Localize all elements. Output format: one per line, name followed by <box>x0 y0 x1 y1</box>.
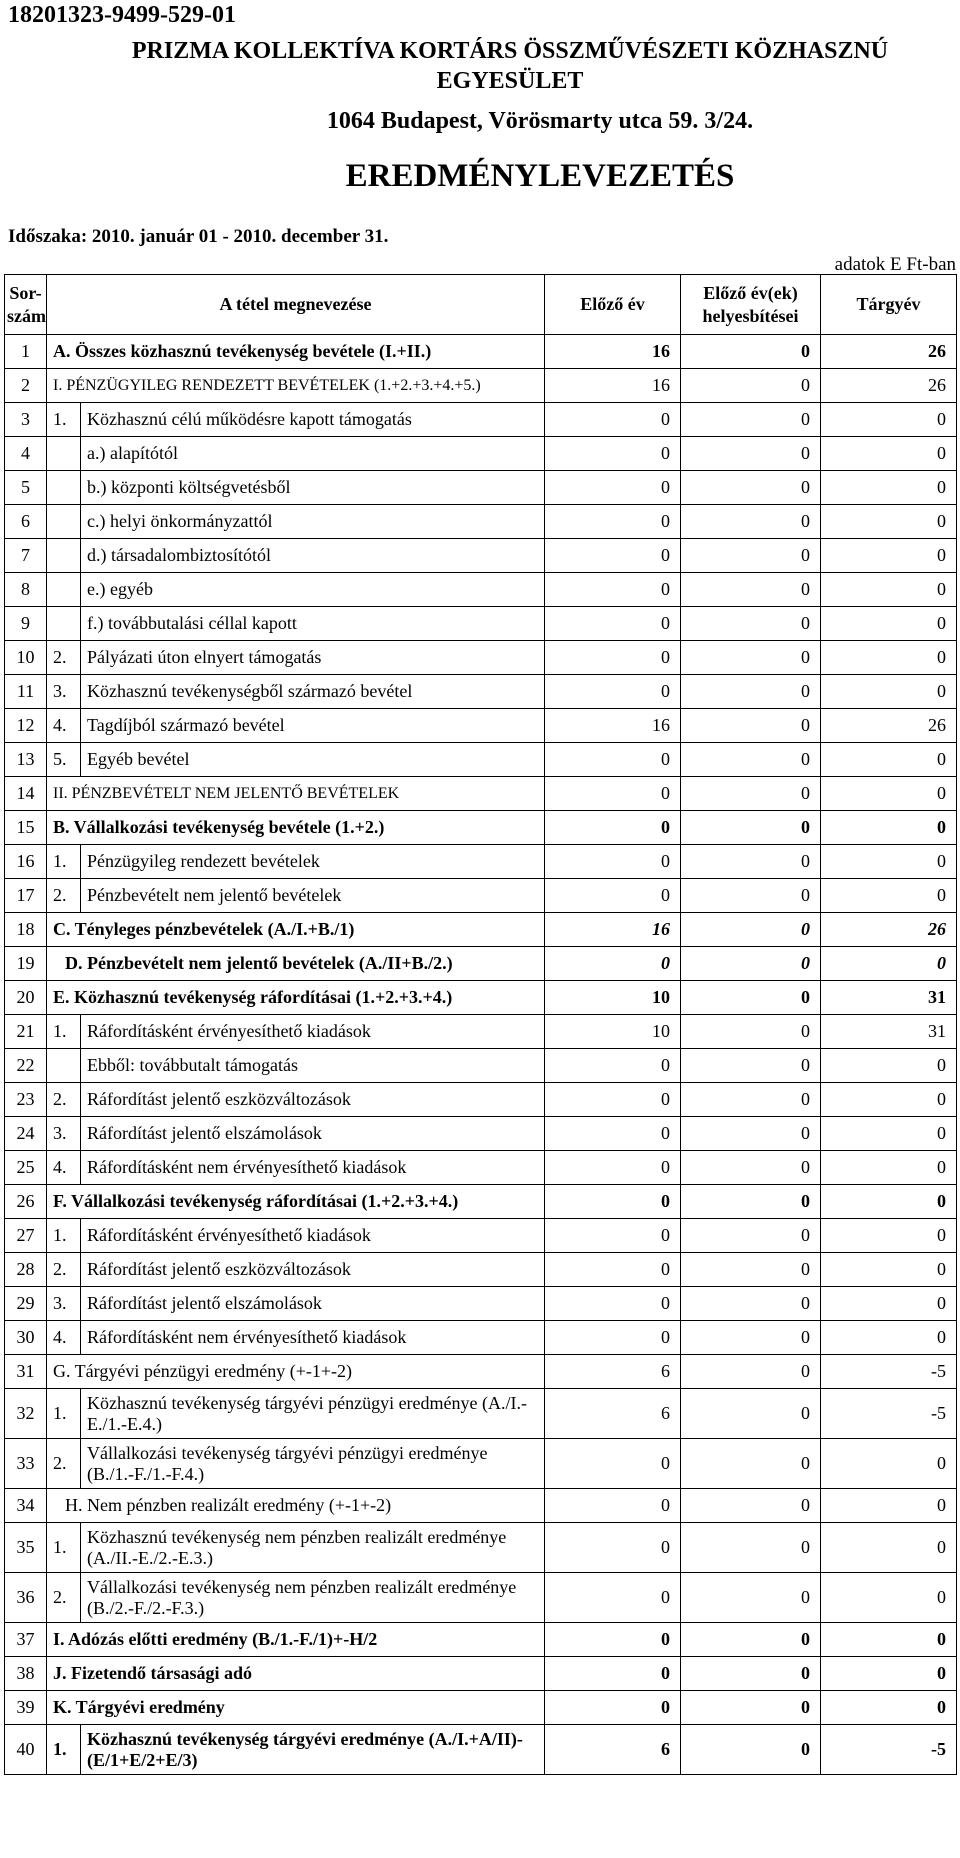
row-label: A. Összes közhasznú tevékenység bevétele (I.+II.) <box>47 335 545 369</box>
value-curr: -5 <box>821 1355 957 1389</box>
result-table <box>4 274 957 1775</box>
value-curr: 0 <box>821 573 957 607</box>
row-label: J. Fizetendő társasági adó <box>47 1657 545 1691</box>
table-row <box>5 845 957 879</box>
value-corr: 0 <box>681 539 821 573</box>
table-row <box>5 335 957 369</box>
value-corr: 0 <box>681 1489 821 1523</box>
org-name-line1: PRIZMA KOLLEKTÍVA KORTÁRS ÖSSZMŰVÉSZETI KÖZHASZNÚ <box>131 38 889 64</box>
row-subindex: 1. <box>47 845 81 879</box>
table-row <box>5 641 957 675</box>
value-curr: 0 <box>821 607 957 641</box>
row-subindex: 3. <box>47 1287 81 1321</box>
row-label: Közhasznú tevékenység tárgyévi eredménye (A./I.+A/II)-(E/1+E/2+E/3) <box>81 1725 545 1775</box>
table-row <box>5 709 957 743</box>
row-label: f.) továbbutalási céllal kapott <box>81 607 545 641</box>
row-label: I. PÉNZÜGYILEG RENDEZETT BEVÉTELEK (1.+2.+3.+4.+5.) <box>47 369 545 403</box>
value-prev: 6 <box>545 1725 681 1775</box>
value-curr: 0 <box>821 1523 957 1573</box>
value-corr: 0 <box>681 1389 821 1439</box>
row-number: 40 <box>5 1725 47 1775</box>
table-row <box>5 913 957 947</box>
row-subindex: 1. <box>47 1015 81 1049</box>
table-row <box>5 777 957 811</box>
table-row <box>5 607 957 641</box>
row-label: Ráfordítást jelentő elszámolások <box>81 1287 545 1321</box>
value-corr: 0 <box>681 1015 821 1049</box>
row-subindex <box>47 437 81 471</box>
table-row <box>5 437 957 471</box>
table-row <box>5 1253 957 1287</box>
row-subindex <box>47 607 81 641</box>
value-corr: 0 <box>681 1573 821 1623</box>
value-prev: 16 <box>545 709 681 743</box>
row-number: 6 <box>5 505 47 539</box>
row-label: Ráfordításként nem érvényesíthető kiadások <box>81 1151 545 1185</box>
row-label: Közhasznú célú működésre kapott támogatás <box>81 403 545 437</box>
table-row <box>5 1049 957 1083</box>
value-curr: 0 <box>821 505 957 539</box>
value-curr: 31 <box>821 1015 957 1049</box>
value-prev: 16 <box>545 335 681 369</box>
row-number: 15 <box>5 811 47 845</box>
table-row <box>5 369 957 403</box>
value-prev: 0 <box>545 1657 681 1691</box>
table-body <box>5 335 957 1775</box>
table-row <box>5 1439 957 1489</box>
value-corr: 0 <box>681 505 821 539</box>
value-prev: 0 <box>545 1253 681 1287</box>
value-curr: 0 <box>821 675 957 709</box>
value-corr: 0 <box>681 335 821 369</box>
row-number: 30 <box>5 1321 47 1355</box>
value-curr: 0 <box>821 777 957 811</box>
row-label: Vállalkozási tevékenység tárgyévi pénzügyi eredménye (B./1.-F./1.-F.4.) <box>81 1439 545 1489</box>
row-number: 14 <box>5 777 47 811</box>
row-number: 33 <box>5 1439 47 1489</box>
value-corr: 0 <box>681 811 821 845</box>
value-prev: 0 <box>545 811 681 845</box>
value-curr: 26 <box>821 335 957 369</box>
value-prev: 0 <box>545 505 681 539</box>
page-title: EREDMÉNYLEVEZETÉS <box>345 158 735 194</box>
row-label: e.) egyéb <box>81 573 545 607</box>
row-subindex: 1. <box>47 1389 81 1439</box>
value-prev: 0 <box>545 1623 681 1657</box>
value-prev: 0 <box>545 1287 681 1321</box>
value-prev: 0 <box>545 1049 681 1083</box>
row-subindex: 4. <box>47 1321 81 1355</box>
row-number: 36 <box>5 1573 47 1623</box>
row-label: Ebből: továbbutalt támogatás <box>81 1049 545 1083</box>
row-subindex <box>47 573 81 607</box>
value-curr: 0 <box>821 1117 957 1151</box>
value-curr: 0 <box>821 811 957 845</box>
value-prev: 0 <box>545 403 681 437</box>
value-curr: 0 <box>821 1083 957 1117</box>
header-tetel: A tétel megnevezése <box>47 275 545 335</box>
value-prev: 10 <box>545 1015 681 1049</box>
row-label: d.) társadalombiztosítótól <box>81 539 545 573</box>
row-number: 10 <box>5 641 47 675</box>
value-curr: 26 <box>821 369 957 403</box>
value-prev: 0 <box>545 947 681 981</box>
row-subindex: 3. <box>47 1117 81 1151</box>
value-curr: 0 <box>821 1657 957 1691</box>
row-subindex <box>47 471 81 505</box>
value-prev: 0 <box>545 777 681 811</box>
row-subindex: 2. <box>47 1439 81 1489</box>
row-label: Tagdíjból származó bevétel <box>81 709 545 743</box>
table-row <box>5 1015 957 1049</box>
value-corr: 0 <box>681 1049 821 1083</box>
table-row <box>5 947 957 981</box>
value-curr: 26 <box>821 709 957 743</box>
row-number: 7 <box>5 539 47 573</box>
value-corr: 0 <box>681 1321 821 1355</box>
value-prev: 0 <box>545 641 681 675</box>
row-label: Közhasznú tevékenység tárgyévi pénzügyi eredménye (A./I.-E./1.-E.4.) <box>81 1389 545 1439</box>
table-row <box>5 1219 957 1253</box>
value-corr: 0 <box>681 709 821 743</box>
value-prev: 0 <box>545 879 681 913</box>
row-number: 35 <box>5 1523 47 1573</box>
value-corr: 0 <box>681 981 821 1015</box>
value-prev: 0 <box>545 1439 681 1489</box>
value-curr: 0 <box>821 1489 957 1523</box>
header-helyesbites: Előző év(ek) helyesbítései <box>681 275 821 335</box>
value-corr: 0 <box>681 437 821 471</box>
header-sorszam: Sor-szám <box>5 275 47 335</box>
value-curr: 0 <box>821 1691 957 1725</box>
table-row <box>5 1489 957 1523</box>
row-label: Pénzügyileg rendezett bevételek <box>81 845 545 879</box>
row-label: Ráfordítást jelentő eszközváltozások <box>81 1253 545 1287</box>
row-number: 4 <box>5 437 47 471</box>
value-prev: 0 <box>545 573 681 607</box>
row-number: 25 <box>5 1151 47 1185</box>
row-number: 13 <box>5 743 47 777</box>
value-prev: 0 <box>545 1691 681 1725</box>
value-curr: 0 <box>821 1287 957 1321</box>
value-curr: 0 <box>821 403 957 437</box>
table-row <box>5 573 957 607</box>
row-label: F. Vállalkozási tevékenység ráfordításai (1.+2.+3.+4.) <box>47 1185 545 1219</box>
org-name-line2: EGYESÜLET <box>436 68 584 94</box>
row-label: Pályázati úton elnyert támogatás <box>81 641 545 675</box>
value-prev: 0 <box>545 1573 681 1623</box>
value-corr: 0 <box>681 641 821 675</box>
document-id: 18201323-9499-529-01 <box>8 2 236 28</box>
row-label: a.) alapítótól <box>81 437 545 471</box>
row-number: 24 <box>5 1117 47 1151</box>
row-label: Ráfordítást jelentő eszközváltozások <box>81 1083 545 1117</box>
value-curr: 0 <box>821 1321 957 1355</box>
row-subindex: 2. <box>47 641 81 675</box>
value-corr: 0 <box>681 1691 821 1725</box>
row-number: 19 <box>5 947 47 981</box>
value-curr: 0 <box>821 1573 957 1623</box>
value-prev: 0 <box>545 743 681 777</box>
row-number: 23 <box>5 1083 47 1117</box>
value-curr: 0 <box>821 1439 957 1489</box>
value-corr: 0 <box>681 1439 821 1489</box>
table-row <box>5 1523 957 1573</box>
row-subindex: 4. <box>47 1151 81 1185</box>
value-prev: 0 <box>545 437 681 471</box>
row-label: D. Pénzbevételt nem jelentő bevételek (A./II+B./2.) <box>47 947 545 981</box>
row-label: C. Tényleges pénzbevételek (A./I.+B./1) <box>47 913 545 947</box>
row-label: E. Közhasznú tevékenység ráfordításai (1.+2.+3.+4.) <box>47 981 545 1015</box>
row-number: 27 <box>5 1219 47 1253</box>
row-number: 17 <box>5 879 47 913</box>
value-curr: 0 <box>821 947 957 981</box>
table-row <box>5 1389 957 1439</box>
row-number: 26 <box>5 1185 47 1219</box>
table-row <box>5 403 957 437</box>
row-subindex: 4. <box>47 709 81 743</box>
value-curr: 0 <box>821 1623 957 1657</box>
value-corr: 0 <box>681 1219 821 1253</box>
value-corr: 0 <box>681 1253 821 1287</box>
value-corr: 0 <box>681 947 821 981</box>
period: Időszaka: 2010. január 01 - 2010. december 31. <box>8 226 389 247</box>
row-label: G. Tárgyévi pénzügyi eredmény (+-1+-2) <box>47 1355 545 1389</box>
value-corr: 0 <box>681 1523 821 1573</box>
value-prev: 0 <box>545 1489 681 1523</box>
table-row <box>5 1355 957 1389</box>
row-subindex: 5. <box>47 743 81 777</box>
row-number: 37 <box>5 1623 47 1657</box>
table-row <box>5 1287 957 1321</box>
row-subindex: 1. <box>47 403 81 437</box>
row-number: 32 <box>5 1389 47 1439</box>
row-label: K. Tárgyévi eredmény <box>47 1691 545 1725</box>
row-number: 8 <box>5 573 47 607</box>
table-row <box>5 981 957 1015</box>
row-number: 29 <box>5 1287 47 1321</box>
row-subindex: 2. <box>47 1573 81 1623</box>
value-prev: 0 <box>545 675 681 709</box>
row-number: 3 <box>5 403 47 437</box>
row-label: Ráfordításként érvényesíthető kiadások <box>81 1219 545 1253</box>
row-number: 38 <box>5 1657 47 1691</box>
table-row <box>5 743 957 777</box>
row-number: 11 <box>5 675 47 709</box>
value-curr: 0 <box>821 1151 957 1185</box>
value-prev: 0 <box>545 1117 681 1151</box>
row-subindex: 1. <box>47 1219 81 1253</box>
value-corr: 0 <box>681 1287 821 1321</box>
table-row <box>5 1623 957 1657</box>
value-curr: 26 <box>821 913 957 947</box>
row-label: Közhasznú tevékenység nem pénzben realizált eredménye (A./II.-E./2.-E.3.) <box>81 1523 545 1573</box>
value-corr: 0 <box>681 845 821 879</box>
row-label: H. Nem pénzben realizált eredmény (+-1+-2) <box>47 1489 545 1523</box>
value-curr: 0 <box>821 1049 957 1083</box>
table-header-row <box>5 275 957 335</box>
row-label: Vállalkozási tevékenység nem pénzben realizált eredménye (B./2.-F./2.-F.3.) <box>81 1573 545 1623</box>
value-curr: 0 <box>821 879 957 913</box>
row-label: Pénzbevételt nem jelentő bevételek <box>81 879 545 913</box>
row-label: Közhasznú tevékenységből származó bevétel <box>81 675 545 709</box>
value-curr: -5 <box>821 1389 957 1439</box>
row-number: 31 <box>5 1355 47 1389</box>
row-subindex <box>47 539 81 573</box>
value-prev: 0 <box>545 1185 681 1219</box>
table-row <box>5 539 957 573</box>
row-subindex: 3. <box>47 675 81 709</box>
table-row <box>5 471 957 505</box>
value-curr: 0 <box>821 845 957 879</box>
row-label: b.) központi költségvetésből <box>81 471 545 505</box>
row-number: 34 <box>5 1489 47 1523</box>
header-elozo-ev: Előző év <box>545 275 681 335</box>
row-number: 16 <box>5 845 47 879</box>
value-prev: 0 <box>545 1523 681 1573</box>
value-curr: 0 <box>821 539 957 573</box>
value-curr: 0 <box>821 1185 957 1219</box>
value-corr: 0 <box>681 777 821 811</box>
value-prev: 0 <box>545 471 681 505</box>
row-number: 20 <box>5 981 47 1015</box>
unit-note: adatok E Ft-ban <box>834 254 956 275</box>
value-corr: 0 <box>681 1657 821 1691</box>
value-prev: 0 <box>545 845 681 879</box>
value-curr: 0 <box>821 1219 957 1253</box>
row-number: 12 <box>5 709 47 743</box>
row-label: Egyéb bevétel <box>81 743 545 777</box>
header-targyev: Tárgyév <box>821 275 957 335</box>
row-subindex: 2. <box>47 1083 81 1117</box>
table-row <box>5 1321 957 1355</box>
row-number: 9 <box>5 607 47 641</box>
value-corr: 0 <box>681 1083 821 1117</box>
row-number: 1 <box>5 335 47 369</box>
value-corr: 0 <box>681 1725 821 1775</box>
value-corr: 0 <box>681 879 821 913</box>
row-subindex: 1. <box>47 1725 81 1775</box>
value-prev: 0 <box>545 1321 681 1355</box>
value-prev: 0 <box>545 1151 681 1185</box>
row-label: B. Vállalkozási tevékenység bevétele (1.+2.) <box>47 811 545 845</box>
value-prev: 16 <box>545 369 681 403</box>
table-row <box>5 1725 957 1775</box>
table-row <box>5 1657 957 1691</box>
value-prev: 6 <box>545 1389 681 1439</box>
table-row <box>5 811 957 845</box>
value-corr: 0 <box>681 607 821 641</box>
table-row <box>5 505 957 539</box>
row-label: c.) helyi önkormányzattól <box>81 505 545 539</box>
value-corr: 0 <box>681 403 821 437</box>
value-curr: -5 <box>821 1725 957 1775</box>
row-number: 18 <box>5 913 47 947</box>
row-number: 21 <box>5 1015 47 1049</box>
row-subindex: 2. <box>47 1253 81 1287</box>
value-corr: 0 <box>681 913 821 947</box>
table-row <box>5 879 957 913</box>
table-row <box>5 1117 957 1151</box>
value-curr: 31 <box>821 981 957 1015</box>
table-row <box>5 1691 957 1725</box>
org-address: 1064 Budapest, Vörösmarty utca 59. 3/24. <box>326 108 754 134</box>
value-corr: 0 <box>681 471 821 505</box>
row-subindex: 2. <box>47 879 81 913</box>
value-corr: 0 <box>681 573 821 607</box>
value-curr: 0 <box>821 437 957 471</box>
value-corr: 0 <box>681 1185 821 1219</box>
row-label: Ráfordításként nem érvényesíthető kiadások <box>81 1321 545 1355</box>
value-corr: 0 <box>681 1623 821 1657</box>
row-number: 2 <box>5 369 47 403</box>
table-row <box>5 1151 957 1185</box>
row-subindex <box>47 1049 81 1083</box>
row-label: Ráfordításként érvényesíthető kiadások <box>81 1015 545 1049</box>
value-prev: 0 <box>545 1219 681 1253</box>
value-corr: 0 <box>681 1151 821 1185</box>
table-row <box>5 675 957 709</box>
value-prev: 6 <box>545 1355 681 1389</box>
row-number: 39 <box>5 1691 47 1725</box>
row-label: II. PÉNZBEVÉTELT NEM JELENTŐ BEVÉTELEK <box>47 777 545 811</box>
value-curr: 0 <box>821 743 957 777</box>
table-row <box>5 1573 957 1623</box>
row-number: 5 <box>5 471 47 505</box>
value-prev: 0 <box>545 607 681 641</box>
row-label: Ráfordítást jelentő elszámolások <box>81 1117 545 1151</box>
row-number: 22 <box>5 1049 47 1083</box>
value-curr: 0 <box>821 641 957 675</box>
value-prev: 10 <box>545 981 681 1015</box>
table-row <box>5 1185 957 1219</box>
row-label: I. Adózás előtti eredmény (B./1.-F./1)+-H/2 <box>47 1623 545 1657</box>
row-number: 28 <box>5 1253 47 1287</box>
value-corr: 0 <box>681 369 821 403</box>
value-prev: 0 <box>545 1083 681 1117</box>
value-prev: 16 <box>545 913 681 947</box>
row-subindex: 1. <box>47 1523 81 1573</box>
value-corr: 0 <box>681 1355 821 1389</box>
value-curr: 0 <box>821 471 957 505</box>
value-prev: 0 <box>545 539 681 573</box>
table-row <box>5 1083 957 1117</box>
value-curr: 0 <box>821 1253 957 1287</box>
value-corr: 0 <box>681 675 821 709</box>
row-subindex <box>47 505 81 539</box>
value-corr: 0 <box>681 743 821 777</box>
value-corr: 0 <box>681 1117 821 1151</box>
